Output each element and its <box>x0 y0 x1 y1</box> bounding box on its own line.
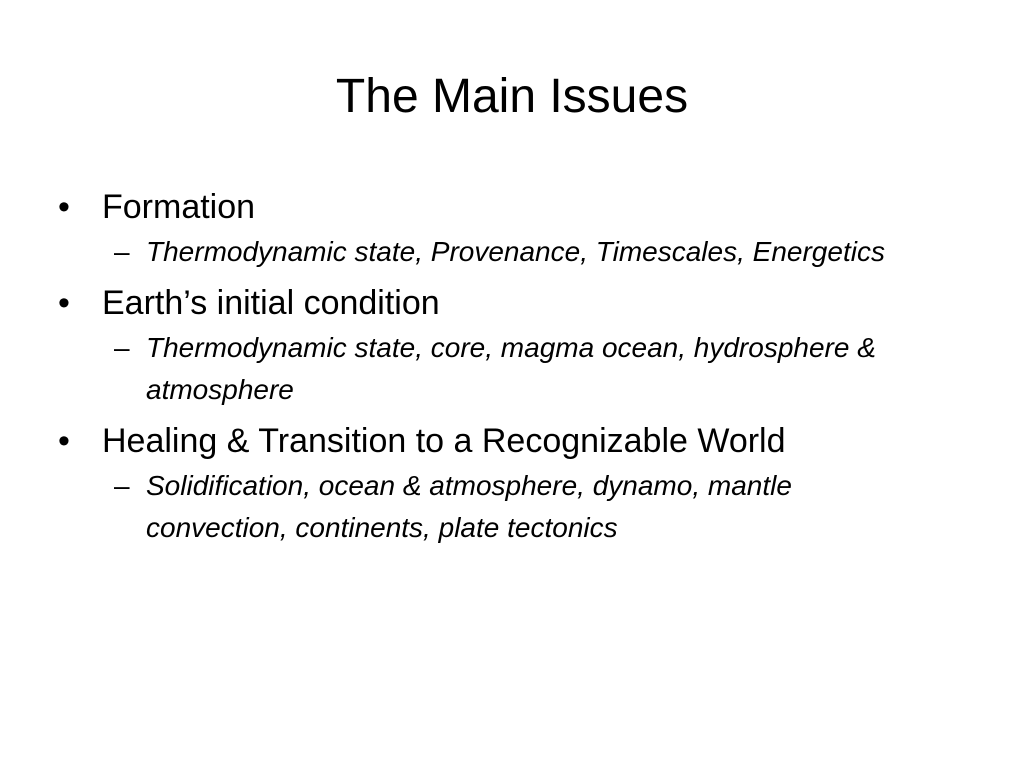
slide-title: The Main Issues <box>335 70 689 123</box>
dash-icon: – <box>114 236 130 267</box>
sub-bullet-row <box>58 231 926 273</box>
sub-bullet-row <box>58 327 926 411</box>
bullet-row <box>58 281 958 325</box>
dash-icon: – <box>114 470 130 501</box>
sub-bullet-text: Thermodynamic state, Provenance, Timescales, Energetics <box>146 236 885 267</box>
bullet-dot-icon: • <box>58 284 70 322</box>
bullet-text: Healing & Transition to a Recognizable World <box>102 422 786 460</box>
list-item-healing-transition <box>58 419 958 549</box>
sub-bullet-text: Solidification, ocean & atmosphere, dynamo, mantle convection, continents, plate tectonics <box>146 470 792 543</box>
bullet-text: Earth’s initial condition <box>102 284 440 322</box>
dash-icon: – <box>114 332 130 363</box>
bullet-row <box>58 419 958 463</box>
sub-bullet-text: Thermodynamic state, core, magma ocean, hydrosphere & atmosphere <box>146 332 876 405</box>
bullet-row <box>58 185 958 229</box>
bullet-text: Formation <box>102 188 256 226</box>
list-item-initial-condition <box>58 281 958 411</box>
bullet-dot-icon: • <box>58 188 70 226</box>
sub-bullet-row <box>58 465 926 549</box>
bullet-list <box>58 185 958 549</box>
list-item-formation <box>58 185 958 273</box>
bullet-dot-icon: • <box>58 422 70 460</box>
